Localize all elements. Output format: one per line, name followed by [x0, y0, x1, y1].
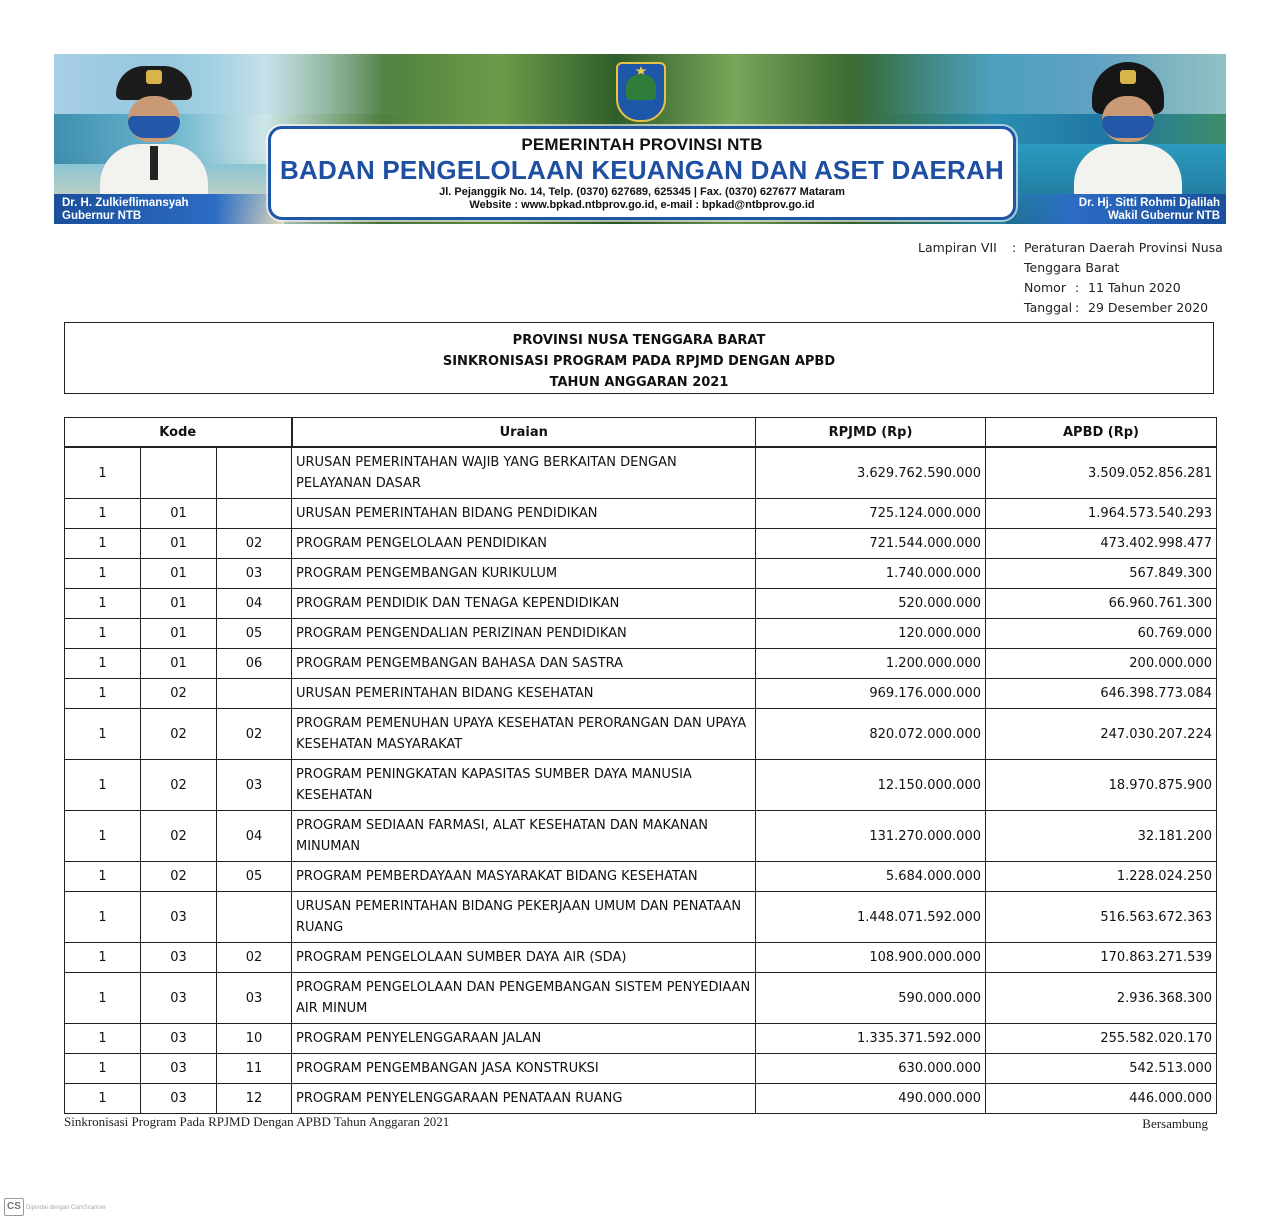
- apbd-cell: 1.228.024.250: [986, 862, 1217, 892]
- kode-program-cell: 05: [217, 862, 292, 892]
- header-apbd: APBD (Rp): [986, 418, 1217, 448]
- apbd-cell: 170.863.271.539: [986, 943, 1217, 973]
- kode-urusan-cell: 1: [65, 649, 141, 679]
- kode-urusan-cell: 1: [65, 559, 141, 589]
- uraian-cell: URUSAN PEMERINTAHAN WAJIB YANG BERKAITAN DENGAN PELAYANAN DASAR: [292, 447, 756, 499]
- kode-urusan-cell: 1: [65, 973, 141, 1024]
- apbd-cell: 567.849.300: [986, 559, 1217, 589]
- tanggal-value: 29 Desember 2020: [1088, 300, 1209, 315]
- kode-program-cell: 02: [217, 943, 292, 973]
- kode-bidang-cell: 02: [141, 811, 217, 862]
- lampiran-label: Lampiran VII: [918, 240, 997, 255]
- uraian-cell: URUSAN PEMERINTAHAN BIDANG KESEHATAN: [292, 679, 756, 709]
- apbd-cell: 32.181.200: [986, 811, 1217, 862]
- table-row: [65, 709, 1217, 760]
- apbd-cell: 60.769.000: [986, 619, 1217, 649]
- uraian-cell: PROGRAM PENGELOLAAN SUMBER DAYA AIR (SDA): [292, 943, 756, 973]
- kode-bidang-cell: 03: [141, 943, 217, 973]
- kode-program-cell: 04: [217, 811, 292, 862]
- kode-bidang-cell: [141, 447, 217, 499]
- kode-bidang-cell: 03: [141, 1024, 217, 1054]
- agency-address: Jl. Pejanggik No. 14, Telp. (0370) 627689, 625345 | Fax. (0370) 627677 Mataram: [439, 186, 845, 198]
- uraian-cell: PROGRAM SEDIAAN FARMASI, ALAT KESEHATAN DAN MAKANAN MINUMAN: [292, 811, 756, 862]
- kode-program-cell: 11: [217, 1054, 292, 1084]
- kode-bidang-cell: 01: [141, 559, 217, 589]
- rpjmd-cell: 1.740.000.000: [756, 559, 986, 589]
- agency-line2: BADAN PENGELOLAAN KEUANGAN DAN ASET DAERAH: [280, 155, 1004, 185]
- apbd-cell: 66.960.761.300: [986, 589, 1217, 619]
- kode-program-cell: 02: [217, 709, 292, 760]
- uraian-cell: PROGRAM PENGEMBANGAN BAHASA DAN SASTRA: [292, 649, 756, 679]
- apbd-cell: 473.402.998.477: [986, 529, 1217, 559]
- kode-bidang-cell: 02: [141, 709, 217, 760]
- governor-title: Gubernur NTB: [62, 210, 142, 222]
- kode-program-cell: 06: [217, 649, 292, 679]
- apbd-cell: 18.970.875.900: [986, 760, 1217, 811]
- kode-urusan-cell: 1: [65, 529, 141, 559]
- apbd-cell: 1.964.573.540.293: [986, 499, 1217, 529]
- kode-urusan-cell: 1: [65, 892, 141, 943]
- uraian-cell: PROGRAM PENGELOLAAN PENDIDIKAN: [292, 529, 756, 559]
- nomor-value: 11 Tahun 2020: [1088, 280, 1181, 295]
- apbd-cell: 2.936.368.300: [986, 973, 1217, 1024]
- uraian-cell: PROGRAM PENGELOLAAN DAN PENGEMBANGAN SISTEM PENYEDIAAN AIR MINUM: [292, 973, 756, 1024]
- kode-urusan-cell: 1: [65, 619, 141, 649]
- apbd-cell: 646.398.773.084: [986, 679, 1217, 709]
- table-row: [65, 679, 1217, 709]
- governor-portrait: [94, 60, 214, 190]
- kode-program-cell: 03: [217, 760, 292, 811]
- table-row: [65, 649, 1217, 679]
- kode-urusan-cell: 1: [65, 499, 141, 529]
- rpjmd-cell: 490.000.000: [756, 1084, 986, 1114]
- heading-line3: TAHUN ANGGARAN 2021: [549, 375, 729, 390]
- camscanner-icon: CS: [4, 1198, 24, 1216]
- kode-bidang-cell: 01: [141, 589, 217, 619]
- rpjmd-cell: 12.150.000.000: [756, 760, 986, 811]
- rpjmd-cell: 590.000.000: [756, 973, 986, 1024]
- table-row: [65, 862, 1217, 892]
- table-row: [65, 589, 1217, 619]
- kode-bidang-cell: 02: [141, 679, 217, 709]
- footer-document-title: Sinkronisasi Program Pada RPJMD Dengan APBD Tahun Anggaran 2021: [64, 1114, 450, 1129]
- apbd-cell: 247.030.207.224: [986, 709, 1217, 760]
- rpjmd-cell: 108.900.000.000: [756, 943, 986, 973]
- ntb-emblem-icon: [616, 62, 666, 122]
- kode-bidang-cell: 01: [141, 619, 217, 649]
- kode-urusan-cell: 1: [65, 589, 141, 619]
- kode-urusan-cell: 1: [65, 943, 141, 973]
- kode-urusan-cell: 1: [65, 1024, 141, 1054]
- kode-program-cell: [217, 499, 292, 529]
- kode-bidang-cell: 03: [141, 892, 217, 943]
- rpjmd-cell: 3.629.762.590.000: [756, 447, 986, 499]
- agency-title-panel: [268, 126, 1016, 220]
- kode-program-cell: [217, 679, 292, 709]
- tanggal-label: Tanggal: [1024, 300, 1073, 315]
- kode-program-cell: 03: [217, 559, 292, 589]
- kode-urusan-cell: 1: [65, 447, 141, 499]
- rpjmd-cell: 131.270.000.000: [756, 811, 986, 862]
- governor-caption: [54, 194, 284, 224]
- uraian-cell: PROGRAM PENYELENGGARAAN JALAN: [292, 1024, 756, 1054]
- uraian-cell: PROGRAM PENINGKATAN KAPASITAS SUMBER DAYA MANUSIA KESEHATAN: [292, 760, 756, 811]
- agency-line1: PEMERINTAH PROVINSI NTB: [521, 135, 763, 154]
- vice-governor-name: Dr. Hj. Sitti Rohmi Djalilah: [1078, 197, 1220, 209]
- kode-bidang-cell: 02: [141, 862, 217, 892]
- uraian-cell: PROGRAM PEMBERDAYAAN MASYARAKAT BIDANG KESEHATAN: [292, 862, 756, 892]
- agency-contact: Website : www.bpkad.ntbprov.go.id, e-mail : bpkad@ntbprov.go.id: [469, 199, 815, 211]
- rpjmd-cell: 725.124.000.000: [756, 499, 986, 529]
- kode-urusan-cell: 1: [65, 760, 141, 811]
- rpjmd-cell: 820.072.000.000: [756, 709, 986, 760]
- header-uraian: Uraian: [292, 418, 756, 448]
- rpjmd-cell: 721.544.000.000: [756, 529, 986, 559]
- letterhead-banner: [54, 54, 1226, 224]
- kode-bidang-cell: 01: [141, 649, 217, 679]
- uraian-cell: PROGRAM PEMENUHAN UPAYA KESEHATAN PERORANGAN DAN UPAYA KESEHATAN MASYARAKAT: [292, 709, 756, 760]
- kode-urusan-cell: 1: [65, 811, 141, 862]
- heading-line2: SINKRONISASI PROGRAM PADA RPJMD DENGAN APBD: [442, 354, 836, 369]
- apbd-cell: 542.513.000: [986, 1054, 1217, 1084]
- kode-urusan-cell: 1: [65, 862, 141, 892]
- uraian-cell: PROGRAM PENYELENGGARAAN PENATAAN RUANG: [292, 1084, 756, 1114]
- table-row: [65, 892, 1217, 943]
- vice-governor-caption: [1006, 194, 1226, 224]
- kode-program-cell: 04: [217, 589, 292, 619]
- table-row: [65, 1024, 1217, 1054]
- vice-governor-title: Wakil Gubernur NTB: [1107, 210, 1220, 222]
- table-header-row: [65, 418, 1217, 448]
- uraian-cell: PROGRAM PENGEMBANGAN KURIKULUM: [292, 559, 756, 589]
- kode-program-cell: [217, 892, 292, 943]
- table-body: [65, 447, 1217, 1114]
- uraian-cell: URUSAN PEMERINTAHAN BIDANG PEKERJAAN UMUM DAN PENATAAN RUANG: [292, 892, 756, 943]
- kode-program-cell: 12: [217, 1084, 292, 1114]
- rpjmd-cell: 1.200.000.000: [756, 649, 986, 679]
- rpjmd-cell: 1.448.071.592.000: [756, 892, 986, 943]
- nomor-separator: :: [1075, 280, 1080, 295]
- regulation-line1: Peraturan Daerah Provinsi Nusa: [1024, 240, 1223, 255]
- kode-bidang-cell: 01: [141, 499, 217, 529]
- table-row: [65, 529, 1217, 559]
- uraian-cell: PROGRAM PENGEMBANGAN JASA KONSTRUKSI: [292, 1054, 756, 1084]
- uraian-cell: PROGRAM PENDIDIK DAN TENAGA KEPENDIDIKAN: [292, 589, 756, 619]
- table-row: [65, 1084, 1217, 1114]
- kode-bidang-cell: 03: [141, 1084, 217, 1114]
- rpjmd-cell: 969.176.000.000: [756, 679, 986, 709]
- vice-governor-portrait: [1068, 60, 1188, 190]
- uraian-cell: URUSAN PEMERINTAHAN BIDANG PENDIDIKAN: [292, 499, 756, 529]
- apbd-cell: 446.000.000: [986, 1084, 1217, 1114]
- kode-program-cell: [217, 447, 292, 499]
- rpjmd-cell: 5.684.000.000: [756, 862, 986, 892]
- rpjmd-cell: 1.335.371.592.000: [756, 1024, 986, 1054]
- nomor-label: Nomor: [1024, 280, 1066, 295]
- apbd-cell: 3.509.052.856.281: [986, 447, 1217, 499]
- kode-bidang-cell: 03: [141, 1054, 217, 1084]
- table-row: [65, 559, 1217, 589]
- tanggal-separator: :: [1075, 300, 1080, 315]
- document-heading: [64, 322, 1214, 394]
- rpjmd-cell: 630.000.000: [756, 1054, 986, 1084]
- table-row: [65, 760, 1217, 811]
- header-rpjmd: RPJMD (Rp): [756, 418, 986, 448]
- kode-program-cell: 05: [217, 619, 292, 649]
- table-row: [65, 619, 1217, 649]
- kode-urusan-cell: 1: [65, 1054, 141, 1084]
- kode-urusan-cell: 1: [65, 709, 141, 760]
- table-row: [65, 1054, 1217, 1084]
- lampiran-separator: :: [1012, 240, 1017, 255]
- kode-program-cell: 02: [217, 529, 292, 559]
- header-kode: Kode: [65, 418, 292, 448]
- uraian-cell: PROGRAM PENGENDALIAN PERIZINAN PENDIDIKAN: [292, 619, 756, 649]
- apbd-cell: 255.582.020.170: [986, 1024, 1217, 1054]
- kode-bidang-cell: 01: [141, 529, 217, 559]
- kode-bidang-cell: 02: [141, 760, 217, 811]
- table-row: [65, 447, 1217, 499]
- apbd-cell: 200.000.000: [986, 649, 1217, 679]
- heading-line1: PROVINSI NUSA TENGGARA BARAT: [512, 333, 766, 348]
- footer-continued: Bersambung: [1142, 1116, 1208, 1131]
- table-row: [65, 499, 1217, 529]
- table-row: [65, 943, 1217, 973]
- camscanner-watermark: Dipindai dengan CamScanner: [26, 1205, 107, 1211]
- rpjmd-cell: 520.000.000: [756, 589, 986, 619]
- governor-name: Dr. H. Zulkieflimansyah: [62, 197, 189, 209]
- table-row: [65, 811, 1217, 862]
- regulation-line2: Tenggara Barat: [1024, 260, 1120, 275]
- kode-urusan-cell: 1: [65, 679, 141, 709]
- kode-urusan-cell: 1: [65, 1084, 141, 1114]
- kode-bidang-cell: 03: [141, 973, 217, 1024]
- table-row: [65, 973, 1217, 1024]
- apbd-cell: 516.563.672.363: [986, 892, 1217, 943]
- kode-program-cell: 10: [217, 1024, 292, 1054]
- sync-program-table: [64, 417, 1217, 1114]
- kode-program-cell: 03: [217, 973, 292, 1024]
- rpjmd-cell: 120.000.000: [756, 619, 986, 649]
